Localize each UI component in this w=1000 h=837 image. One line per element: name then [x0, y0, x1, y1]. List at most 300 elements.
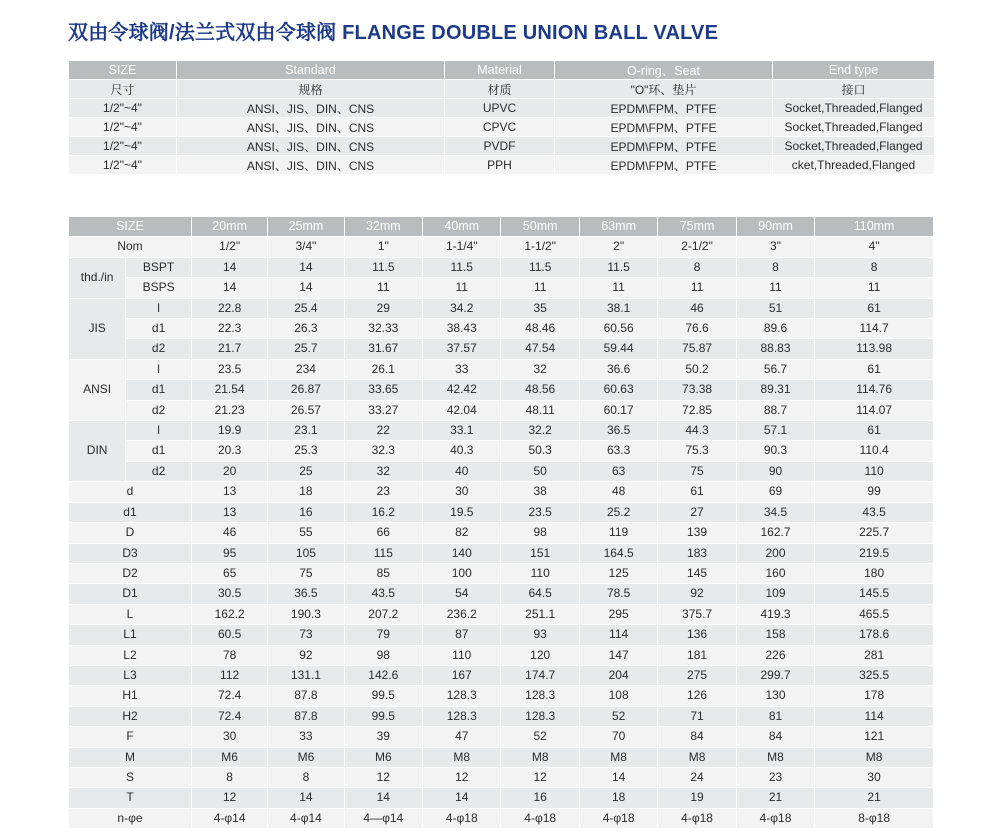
cell: 16 — [268, 502, 344, 522]
cell: 114 — [579, 625, 657, 645]
table-row — [69, 706, 934, 726]
cell: 56.7 — [736, 359, 814, 379]
table-row — [69, 298, 934, 318]
cell: 23.5 — [191, 359, 267, 379]
cell: 114 — [815, 706, 934, 726]
cell: 140 — [423, 543, 501, 563]
cell: 33.27 — [344, 400, 422, 420]
cell: 24 — [658, 767, 736, 787]
cell: 40.3 — [423, 441, 501, 461]
cell: 46 — [658, 298, 736, 318]
cell: 23 — [736, 767, 814, 787]
cell: 14 — [268, 257, 344, 277]
cell-endtype: cket,Threaded,Flanged — [773, 156, 935, 175]
cell: 108 — [579, 686, 657, 706]
cell: 8-φ18 — [815, 808, 934, 828]
cell: 16.2 — [344, 502, 422, 522]
cell: 20.3 — [191, 441, 267, 461]
col-header-size: SIZE — [69, 61, 177, 80]
cell: 128.3 — [501, 686, 579, 706]
cell: 225.7 — [815, 523, 934, 543]
cell: 22 — [344, 421, 422, 441]
cell: 60.17 — [579, 400, 657, 420]
cell: 1-1/4" — [423, 237, 501, 257]
cell: 42.04 — [423, 400, 501, 420]
cell: 112 — [191, 665, 267, 685]
cell-oring: EPDM\FPM、PTFE — [555, 137, 773, 156]
cell: 52 — [579, 706, 657, 726]
cell: 12 — [191, 788, 267, 808]
col-header-25mm: 25mm — [268, 217, 344, 237]
col-header-standard: Standard — [177, 61, 445, 80]
cell: 35 — [501, 298, 579, 318]
cell: 92 — [268, 645, 344, 665]
col-header-size: SIZE — [69, 217, 192, 237]
col-header-end-type: End type — [773, 61, 935, 80]
cell: 93 — [501, 625, 579, 645]
cell: 23.5 — [501, 502, 579, 522]
cell: 12 — [423, 767, 501, 787]
row-label: L — [69, 604, 192, 624]
cell: 70 — [579, 727, 657, 747]
cell: 50.3 — [501, 441, 579, 461]
row-label: L1 — [69, 625, 192, 645]
cell: 251.1 — [501, 604, 579, 624]
cell: 33 — [423, 359, 501, 379]
cell: 4-φ18 — [736, 808, 814, 828]
cell: 13 — [191, 502, 267, 522]
cell: 43.5 — [815, 502, 934, 522]
cell: 4" — [815, 237, 934, 257]
cell: 26.1 — [344, 359, 422, 379]
cell: 30 — [423, 482, 501, 502]
table-subheader-row — [69, 80, 935, 99]
row-label: H2 — [69, 706, 192, 726]
cell: 19 — [658, 788, 736, 808]
row-label: d — [69, 482, 192, 502]
cell: 38.43 — [423, 319, 501, 339]
cell: 63 — [579, 461, 657, 481]
cell: 98 — [344, 645, 422, 665]
row-label: d2 — [126, 400, 192, 420]
cell: 181 — [658, 645, 736, 665]
cell: 113.98 — [815, 339, 934, 359]
cell: 2" — [579, 237, 657, 257]
cell: 30 — [815, 767, 934, 787]
cell: 325.5 — [815, 665, 934, 685]
cell: 89.6 — [736, 319, 814, 339]
col-subheader-standard: 规格 — [177, 80, 445, 99]
col-header-32mm: 32mm — [344, 217, 422, 237]
cell: 14 — [268, 788, 344, 808]
cell: 40 — [423, 461, 501, 481]
cell: M6 — [191, 747, 267, 767]
cell: 23 — [344, 482, 422, 502]
cell: 32.3 — [344, 441, 422, 461]
cell: 38 — [501, 482, 579, 502]
group-label-din: DIN — [69, 421, 126, 482]
cell: 178.6 — [815, 625, 934, 645]
row-label: d1 — [69, 502, 192, 522]
cell: 30 — [191, 727, 267, 747]
cell: 72.4 — [191, 686, 267, 706]
col-header-oring-seat: O-ring、Seat — [555, 61, 773, 80]
row-label: L2 — [69, 645, 192, 665]
cell: 4-φ18 — [658, 808, 736, 828]
cell: M8 — [736, 747, 814, 767]
cell-size: 1/2"~4" — [69, 99, 177, 118]
cell: 48.56 — [501, 380, 579, 400]
cell: 11 — [344, 278, 422, 298]
cell: 180 — [815, 563, 934, 583]
cell: 114.07 — [815, 400, 934, 420]
cell: 34.2 — [423, 298, 501, 318]
row-label: l — [126, 298, 192, 318]
cell: 87.8 — [268, 706, 344, 726]
cell: M8 — [423, 747, 501, 767]
col-header-63mm: 63mm — [579, 217, 657, 237]
cell: 110 — [501, 563, 579, 583]
cell: 59.44 — [579, 339, 657, 359]
cell-oring: EPDM\FPM、PTFE — [555, 99, 773, 118]
table-row — [69, 461, 934, 481]
cell: 125 — [579, 563, 657, 583]
table-row — [69, 339, 934, 359]
cell: 19.5 — [423, 502, 501, 522]
cell: 23.1 — [268, 421, 344, 441]
table-row — [69, 319, 934, 339]
cell: 128.3 — [423, 706, 501, 726]
cell: 147 — [579, 645, 657, 665]
cell: 21.7 — [191, 339, 267, 359]
cell: 130 — [736, 686, 814, 706]
cell: 21.54 — [191, 380, 267, 400]
cell: 14 — [423, 788, 501, 808]
cell: 75 — [658, 461, 736, 481]
cell: 18 — [268, 482, 344, 502]
cell: 69 — [736, 482, 814, 502]
cell: 136 — [658, 625, 736, 645]
cell: 121 — [815, 727, 934, 747]
cell: 26.87 — [268, 380, 344, 400]
cell: 128.3 — [501, 706, 579, 726]
cell: 60.63 — [579, 380, 657, 400]
cell: 160 — [736, 563, 814, 583]
cell: 78.5 — [579, 584, 657, 604]
col-subheader-end-type: 接口 — [773, 80, 935, 99]
cell: 1-1/2" — [501, 237, 579, 257]
row-label: L3 — [69, 665, 192, 685]
cell: 26.57 — [268, 400, 344, 420]
table-row — [69, 99, 935, 118]
cell: 375.7 — [658, 604, 736, 624]
cell: 73 — [268, 625, 344, 645]
cell: 119 — [579, 523, 657, 543]
cell: 11.5 — [423, 257, 501, 277]
cell: 95 — [191, 543, 267, 563]
table-row — [69, 359, 934, 379]
cell: 167 — [423, 665, 501, 685]
cell: 8 — [191, 767, 267, 787]
cell: 54 — [423, 584, 501, 604]
cell: 22.3 — [191, 319, 267, 339]
cell: 30.5 — [191, 584, 267, 604]
row-label: M — [69, 747, 192, 767]
table-row — [69, 645, 934, 665]
row-label: l — [126, 359, 192, 379]
cell: 61 — [815, 298, 934, 318]
cell: 38.1 — [579, 298, 657, 318]
cell: 115 — [344, 543, 422, 563]
col-subheader-material: 材质 — [445, 80, 555, 99]
cell: 299.7 — [736, 665, 814, 685]
cell: 88.83 — [736, 339, 814, 359]
cell: 142.6 — [344, 665, 422, 685]
cell: 295 — [579, 604, 657, 624]
cell: 32 — [501, 359, 579, 379]
cell: 14 — [191, 257, 267, 277]
dimension-header-row — [69, 217, 934, 237]
cell: 162.2 — [191, 604, 267, 624]
cell: 33.65 — [344, 380, 422, 400]
cell: 72.4 — [191, 706, 267, 726]
cell: 21.23 — [191, 400, 267, 420]
cell: 36.5 — [579, 421, 657, 441]
cell: 36.5 — [268, 584, 344, 604]
cell: 60.56 — [579, 319, 657, 339]
cell: 120 — [501, 645, 579, 665]
cell: 85 — [344, 563, 422, 583]
cell: 32.2 — [501, 421, 579, 441]
table-row — [69, 523, 934, 543]
row-label: D — [69, 523, 192, 543]
cell: 47 — [423, 727, 501, 747]
cell: 158 — [736, 625, 814, 645]
cell: 48 — [579, 482, 657, 502]
group-label-jis: JIS — [69, 298, 126, 359]
cell-standard: ANSI、JIS、DIN、CNS — [177, 99, 445, 118]
cell-endtype: Socket,Threaded,Flanged — [773, 118, 935, 137]
table-row — [69, 156, 935, 175]
cell: 61 — [658, 482, 736, 502]
cell: M8 — [501, 747, 579, 767]
cell: 234 — [268, 359, 344, 379]
cell-endtype: Socket,Threaded,Flanged — [773, 137, 935, 156]
cell: 11 — [736, 278, 814, 298]
cell: 78 — [191, 645, 267, 665]
cell: 183 — [658, 543, 736, 563]
table-row — [69, 118, 935, 137]
cell: 90.3 — [736, 441, 814, 461]
cell: M8 — [658, 747, 736, 767]
cell-standard: ANSI、JIS、DIN、CNS — [177, 118, 445, 137]
cell-oring: EPDM\FPM、PTFE — [555, 118, 773, 137]
table-row — [69, 482, 934, 502]
row-label: l — [126, 421, 192, 441]
table-row — [69, 788, 934, 808]
cell: 226 — [736, 645, 814, 665]
page-title-en: FLANGE DOUBLE UNION BALL VALVE — [342, 22, 719, 44]
cell: 126 — [658, 686, 736, 706]
cell: 50.2 — [658, 359, 736, 379]
row-label: BSPS — [126, 278, 192, 298]
cell: 465.5 — [815, 604, 934, 624]
cell: 39 — [344, 727, 422, 747]
cell: 48.11 — [501, 400, 579, 420]
table-row — [69, 257, 934, 277]
cell: 37.57 — [423, 339, 501, 359]
cell: 3/4" — [268, 237, 344, 257]
row-label: n-φe — [69, 808, 192, 828]
cell: 65 — [191, 563, 267, 583]
cell: 275 — [658, 665, 736, 685]
cell: 131.1 — [268, 665, 344, 685]
row-label: D3 — [69, 543, 192, 563]
table-row — [69, 400, 934, 420]
cell: 92 — [658, 584, 736, 604]
cell-size: 1/2"~4" — [69, 118, 177, 137]
group-label-thd: thd./in — [69, 257, 126, 298]
cell: 162.7 — [736, 523, 814, 543]
cell: 8 — [815, 257, 934, 277]
cell: 89.31 — [736, 380, 814, 400]
cell: 25.3 — [268, 441, 344, 461]
cell: 8 — [268, 767, 344, 787]
cell: 64.5 — [501, 584, 579, 604]
cell: 12 — [501, 767, 579, 787]
cell: 87.8 — [268, 686, 344, 706]
cell: 25.7 — [268, 339, 344, 359]
cell-standard: ANSI、JIS、DIN、CNS — [177, 156, 445, 175]
specification-table — [68, 60, 935, 175]
cell: 190.3 — [268, 604, 344, 624]
cell: 11 — [579, 278, 657, 298]
cell: 16 — [501, 788, 579, 808]
cell: 44.3 — [658, 421, 736, 441]
cell: 11.5 — [344, 257, 422, 277]
cell: M6 — [268, 747, 344, 767]
cell: 72.85 — [658, 400, 736, 420]
cell: 11 — [423, 278, 501, 298]
cell: 105 — [268, 543, 344, 563]
cell: M8 — [815, 747, 934, 767]
table-row — [69, 808, 934, 828]
table-row — [69, 625, 934, 645]
table-row — [69, 421, 934, 441]
cell: 50 — [501, 461, 579, 481]
cell: 219.5 — [815, 543, 934, 563]
cell: 14 — [191, 278, 267, 298]
cell: 8 — [658, 257, 736, 277]
cell: 63.3 — [579, 441, 657, 461]
cell: 36.6 — [579, 359, 657, 379]
cell: 75.87 — [658, 339, 736, 359]
cell: 73.38 — [658, 380, 736, 400]
cell: 22.8 — [191, 298, 267, 318]
cell: 33.1 — [423, 421, 501, 441]
cell: 13 — [191, 482, 267, 502]
cell: 61 — [815, 421, 934, 441]
cell: 81 — [736, 706, 814, 726]
row-label: D1 — [69, 584, 192, 604]
table-row — [69, 727, 934, 747]
cell: 3" — [736, 237, 814, 257]
cell-size: 1/2"~4" — [69, 156, 177, 175]
cell: 200 — [736, 543, 814, 563]
cell: 419.3 — [736, 604, 814, 624]
row-label: Nom — [69, 237, 192, 257]
cell: 109 — [736, 584, 814, 604]
cell: 34.5 — [736, 502, 814, 522]
cell-oring: EPDM\FPM、PTFE — [555, 156, 773, 175]
row-label: BSPT — [126, 257, 192, 277]
table-row — [69, 563, 934, 583]
cell: 20 — [191, 461, 267, 481]
row-label: D2 — [69, 563, 192, 583]
row-label: d2 — [126, 461, 192, 481]
cell: 21 — [815, 788, 934, 808]
cell: 139 — [658, 523, 736, 543]
cell: 99 — [815, 482, 934, 502]
row-label: d2 — [126, 339, 192, 359]
cell: 128.3 — [423, 686, 501, 706]
cell: 99.5 — [344, 706, 422, 726]
cell: 82 — [423, 523, 501, 543]
table-row — [69, 584, 934, 604]
cell: 12 — [344, 767, 422, 787]
cell: 19.9 — [191, 421, 267, 441]
cell: 90 — [736, 461, 814, 481]
row-label: F — [69, 727, 192, 747]
cell: 61 — [815, 359, 934, 379]
cell: 11.5 — [579, 257, 657, 277]
cell: 1" — [344, 237, 422, 257]
cell: 60.5 — [191, 625, 267, 645]
cell: 11 — [815, 278, 934, 298]
row-label: d1 — [126, 380, 192, 400]
table-row — [69, 137, 935, 156]
cell: 47.54 — [501, 339, 579, 359]
cell: 29 — [344, 298, 422, 318]
col-header-20mm: 20mm — [191, 217, 267, 237]
cell: 178 — [815, 686, 934, 706]
cell: 43.5 — [344, 584, 422, 604]
cell: 84 — [658, 727, 736, 747]
table-row — [69, 543, 934, 563]
row-label: d1 — [126, 441, 192, 461]
cell: 31.67 — [344, 339, 422, 359]
cell: 27 — [658, 502, 736, 522]
cell: 57.1 — [736, 421, 814, 441]
cell: 25.2 — [579, 502, 657, 522]
cell: 26.3 — [268, 319, 344, 339]
cell: 236.2 — [423, 604, 501, 624]
cell: 114.7 — [815, 319, 934, 339]
row-label: H1 — [69, 686, 192, 706]
table-header-row — [69, 61, 935, 80]
cell: 204 — [579, 665, 657, 685]
cell: 164.5 — [579, 543, 657, 563]
col-header-90mm: 90mm — [736, 217, 814, 237]
cell-material: CPVC — [445, 118, 555, 137]
col-header-40mm: 40mm — [423, 217, 501, 237]
cell: M8 — [579, 747, 657, 767]
row-label: S — [69, 767, 192, 787]
cell: 32 — [344, 461, 422, 481]
cell: 145.5 — [815, 584, 934, 604]
cell: 100 — [423, 563, 501, 583]
cell: 2-1/2" — [658, 237, 736, 257]
